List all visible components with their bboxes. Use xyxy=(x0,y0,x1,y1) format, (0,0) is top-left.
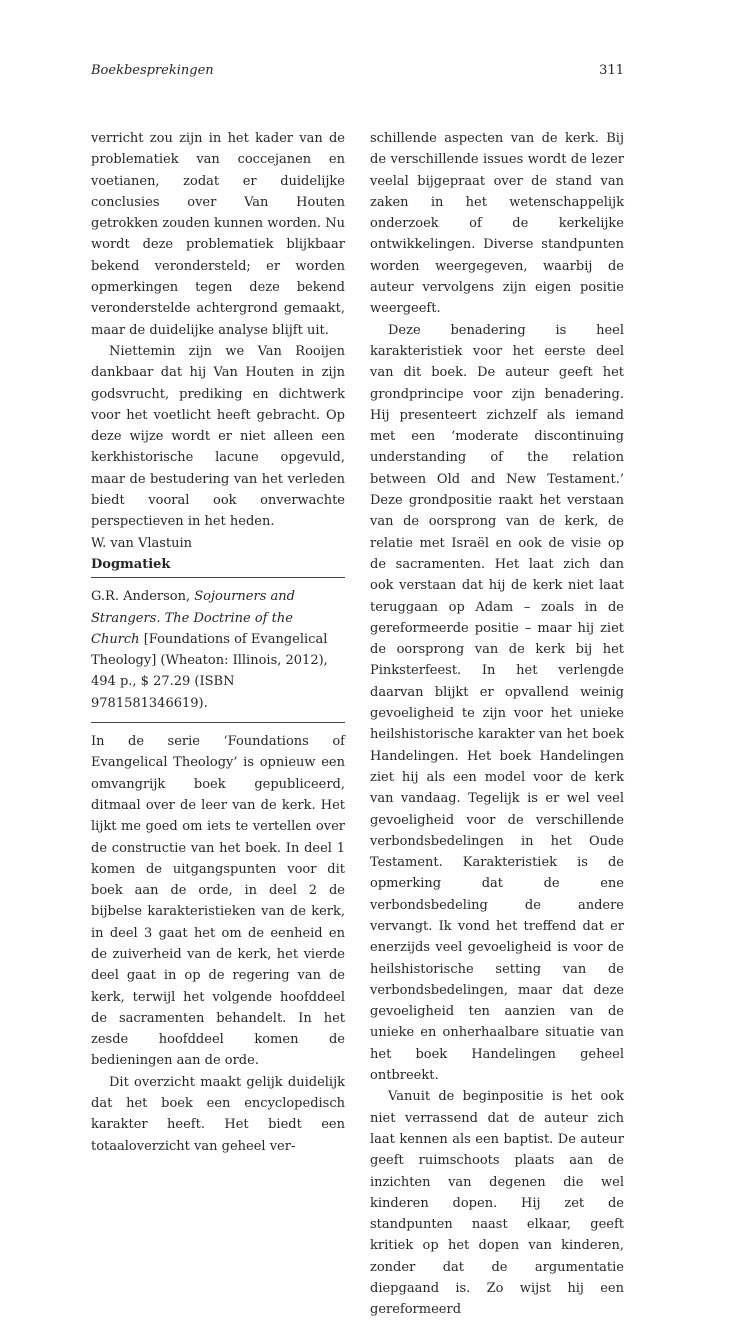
biblio-details: [Foundations of Evangelical Theology] (Wheaton: Illinois, 2012), 494 p., $ 27.29 (ISBN 9781581346619). xyxy=(91,631,328,711)
divider-bottom xyxy=(91,722,345,723)
left-paragraph-1: verricht zou zijn in het kader van de problematiek van coccejanen en voetianen, zodat er duidelijke conclusies over Van Houten getrokken zouden kunnen worden. Nu wordt deze problematiek blijkbaar bekend verondersteld; er worden opmerkingen tegen deze bekend veronderstelde achtergrond gemaakt, maar de duidelijke analyse blijft uit. xyxy=(91,131,345,338)
divider-top xyxy=(91,577,345,578)
left-column xyxy=(91,128,345,1157)
bibliographic-entry xyxy=(91,586,345,714)
page-number: 311 xyxy=(599,63,624,78)
biblio-author: G.R. Anderson, xyxy=(91,589,195,605)
left-paragraph-3: In de serie ‘Foundations of Evangelical Theology’ is opnieuw een omvangrijk boek gepubliceerd, ditmaal over de leer van de kerk. Het lijkt me goed om iets te vertellen over de constructie van het boek. In deel 1 komen de uitgangspunten voor dit boek aan de orde, in deel 2 de bijbelse karakteristieken van de kerk, in deel 3 gaat het om de eenheid en de zuiverheid van de kerk, het vierde deel gaat in op de regering van de kerk, terwijl het volgende hoofddeel de sacramenten behandelt. In het zesde hoofddeel komen de bedieningen aan de orde. xyxy=(91,734,345,1069)
reviewer-signature: W. van Vlastuin xyxy=(91,535,193,551)
left-paragraph-4: Dit overzicht maakt gelijk duidelijk dat het boek een encyclopedisch karakter heeft. Het biedt een totaaloverzicht van geheel ver- xyxy=(91,1074,345,1154)
right-paragraph-2: Deze benadering is heel karakteristiek voor het eerste deel van dit boek. De auteur geeft het grondprincipe voor zijn benadering. Hij presenteert zichzelf als iemand met een ‘moderate discontinuing understanding of the relation between Old and New Testament.’ Deze grondpositie raakt het verstaan van de oorsprong van de kerk, de relatie met Israël en ook de visie op de sacramenten. Het laat zich dan ook verstaan dat hij de kerk niet laat teruggaan op Adam – zoals in de gereformeerde positie – maar hij ziet de oorsprong van de kerk bij het Pinksterfeest. In het verlengde daarvan blijkt er opvallend weinig gevoeligheid te zijn voor het unieke heilshistorische karakter van het boek Handelingen. Het boek Handelingen ziet hij als een model voor de kerk van vandaag. Tegelijk is er wel veel gevoeligheid voor de verschillende verbondsbedelingen in het Oude Testament. Karakteristiek is de opmerking dat de ene verbondsbedeling de andere vervangt. Ik vond het treffend dat er enerzijds veel gevoeligheid is voor de heilshistorische setting van de verbondsbedelingen, maar dat deze gevoeligheid ten aanzien van de unieke en onherhaalbare situatie van het boek Handelingen geheel ontbreekt. xyxy=(370,322,624,1084)
biblio-book-title: Sojourners and Strangers. The Doctrine of the Church xyxy=(91,589,295,647)
left-paragraph-2: Niettemin zijn we Van Rooijen dankbaar dat hij Van Houten in zijn godsvrucht, prediking en dichtwerk voor het voetlicht heeft gebracht. Op deze wijze wordt er niet alleen een kerkhistorische lacune opgevuld, maar de bestudering van het verleden biedt vooral ook onverwachte perspectieven in het heden. xyxy=(91,343,345,530)
right-paragraph-3: Vanuit de beginpositie is het ook niet verrassend dat de auteur zich laat kennen als een baptist. De auteur geeft ruimschoots plaats aan de inzichten van degenen die wel kinderen dopen. Hij zet de standpunten naast elkaar, geeft kritiek op het dopen van kinderen, zonder dat de argumentatie diepgaand is. Zo wijst hij een gereformeerd xyxy=(370,1089,624,1318)
right-column xyxy=(370,128,624,1321)
right-paragraph-1: schillende aspecten van de kerk. Bij de verschillende issues wordt de lezer veelal bijgepraat over de stand van zaken in het wetenschappelijk onderzoek of de kerkelijke ontwikkelingen. Diverse standpunten worden weergegeven, waarbij de auteur vervolgens zijn eigen positie weergeeft. xyxy=(370,131,624,317)
running-title: Boekbesprekingen xyxy=(91,63,214,78)
section-heading: Dogmatiek xyxy=(91,556,171,572)
running-head xyxy=(91,62,624,80)
